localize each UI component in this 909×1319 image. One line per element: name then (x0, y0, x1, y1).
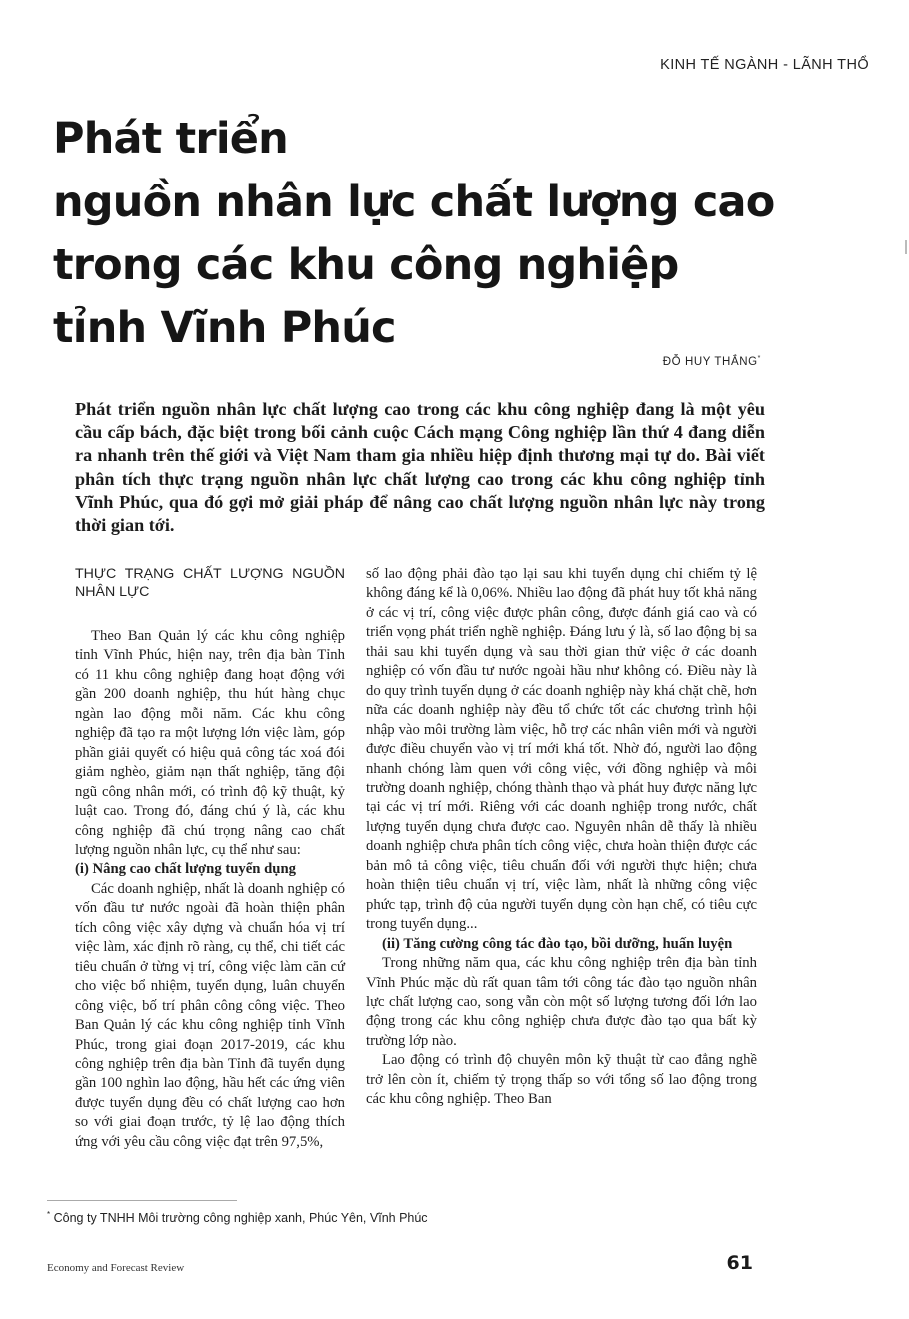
article-title (53, 108, 813, 360)
author-name: ĐỖ HUY THẮNG (662, 355, 758, 368)
abstract: Phát triển nguồn nhân lực chất lượng cao trong các khu công nghiệp đang là một yêu cầu cấp bách, đặc biệt trong bối cảnh cuộc Cách mạng Công nghiệp lần thứ 4 đang diễn ra nhanh trên thế giới và Việt Nam tham gia nhiều hiệp định thương mại tự do. Bài viết phân tích thực trạng nguồn nhân lực chất lượng cao trong các khu công nghiệp tỉnh Vĩnh Phúc, qua đó gợi mở giải pháp để nâng cao chất lượng nguồn nhân lực này trong thời gian tới. (75, 399, 765, 536)
subheading: (ii) Tăng cường công tác đào tạo, bồi dưỡng, huấn luyện (382, 935, 733, 952)
title-line: tỉnh Vĩnh Phúc (53, 303, 396, 353)
footnote-mark: * (47, 1210, 51, 1219)
title-line: nguồn nhân lực chất lượng cao (53, 177, 775, 227)
page-number: 61 (726, 1252, 753, 1274)
journal-name: Economy and Forecast Review (47, 1262, 185, 1274)
author-footnote-mark: * (757, 355, 761, 362)
body-paragraph: Lao động có trình độ chuyên môn kỹ thuật từ cao đẳng nghề trở lên còn ít, chiếm tỷ trọng thấp so với tổng số lao động trong các khu công nghiệp. Theo Ban (366, 1052, 757, 1108)
title-line: trong các khu công nghiệp (53, 240, 679, 290)
footnote (47, 1210, 428, 1225)
subheading: (i) Nâng cao chất lượng tuyển dụng (75, 861, 296, 878)
author-byline (663, 355, 761, 368)
scan-edge-mark (905, 240, 907, 254)
footnote-text: Công ty TNHH Môi trường công nghiệp xanh, Phúc Yên, Vĩnh Phúc (53, 1211, 428, 1226)
section-label: KINH TẾ NGÀNH - LÃNH THỔ (660, 57, 869, 73)
body-paragraph: Trong những năm qua, các khu công nghiệp trên địa bàn tỉnh Vĩnh Phúc mặc dù rất quan tâm tới công tác đào tạo nguồn nhân lực chất lượng cao, song vẫn còn một số lượng tương đối lớn lao động trong các khu công nghiệp chưa được đào tạo qua bất kỳ trường lớp nào. (366, 955, 757, 1049)
body-paragraph: Các doanh nghiệp, nhất là doanh nghiệp có vốn đầu tư nước ngoài đã hoàn thiện phân tích công việc xây dựng và chuẩn hóa vị trí việc làm, xác định rõ ràng, cụ thể, chi tiết các tiêu chuẩn ở từng vị trí, công việc làm căn cứ cho việc bổ nhiệm, tuyển dụng, luân chuyển công việc, bố trí phân công công việc. Theo Ban Quản lý các khu công nghiệp tỉnh Vĩnh Phúc, trong giai đoạn 2017-2019, các khu công nghiệp trên địa bàn Tỉnh đã tuyển dụng gần 100 nghìn lao động, hầu hết các ứng viên được tuyển dụng đều có chất lượng cao hơn so với giai đoạn trước, tỷ lệ lao động thích ứng với yêu cầu công việc đạt trên 97,5%, (75, 880, 345, 1150)
right-column (366, 565, 757, 1110)
section-heading: THỰC TRẠNG CHẤT LƯỢNG NGUỒN NHÂN LỰC (75, 566, 345, 600)
body-paragraph: số lao động phải đào tạo lại sau khi tuyển dụng chỉ chiếm tỷ lệ không đáng kể là 0,06%. Nhiều lao động đã phát huy tốt khả năng ở các vị trí, công việc được phân công, được đánh giá cao và có triển vọng phát triển nghề nghiệp. Đáng lưu ý là, số lao động bị sa thải sau khi tuyển dụng và sau thời gian thử việc ở các doanh nghiệp có vốn đầu tư nước ngoài hầu như không có. Điều này là do quy trình tuyển dụng ở các doanh nghiệp này khá chặt chẽ, hơn nữa các doanh nghiệp này đều tổ chức tốt các chương trình hội nhập vào môi trường làm việc, hỗ trợ các nhân viên mới và người được điều chuyển vào vị trí mới khá tốt. Nhờ đó, người lao động nhanh chóng làm quen với công việc, với đồng nghiệp và môi trường doanh nghiệp, chóng thành thạo và phát huy được năng lực tại các vị trí mới. Riêng với các doanh nghiệp trong nước, chất lượng tuyển dụng chưa được cao. Nguyên nhân dễ thấy là nhiều doanh nghiệp chưa phân tích công việc, chưa hoàn thiện được các bản mô tả công việc, tiêu chuẩn đối với người thực hiện; chưa hoàn thiện tiêu chuẩn vị trí, việc làm, nhất là những công việc phức tạp, trình độ của người tuyển dụng còn hạn chế, có tiêu cực trong tuyển dụng... (366, 566, 758, 933)
title-line: Phát triển (53, 114, 288, 164)
footnote-divider (47, 1200, 237, 1201)
body-paragraph: Theo Ban Quản lý các khu công nghiệp tỉnh Vĩnh Phúc, hiện nay, trên địa bàn Tỉnh có 11 khu công nghiệp đang hoạt động với gần 200 doanh nghiệp, thu hút hàng chục ngàn lao động mỗi năm. Các khu công nghiệp đã tạo ra một lượng lớn việc làm, góp phần giải quyết có hiệu quả công tác xoá đói giảm nghèo, giảm nạn thất nghiệp, tăng đội ngũ công nhân mới, có trình độ kỹ thuật, kỷ luật cao. Trong đó, đáng chú ý là, các khu công nghiệp đã chú trọng nâng cao chất lượng nguồn nhân lực, cụ thể như sau: (75, 628, 345, 858)
left-column (75, 565, 345, 1152)
